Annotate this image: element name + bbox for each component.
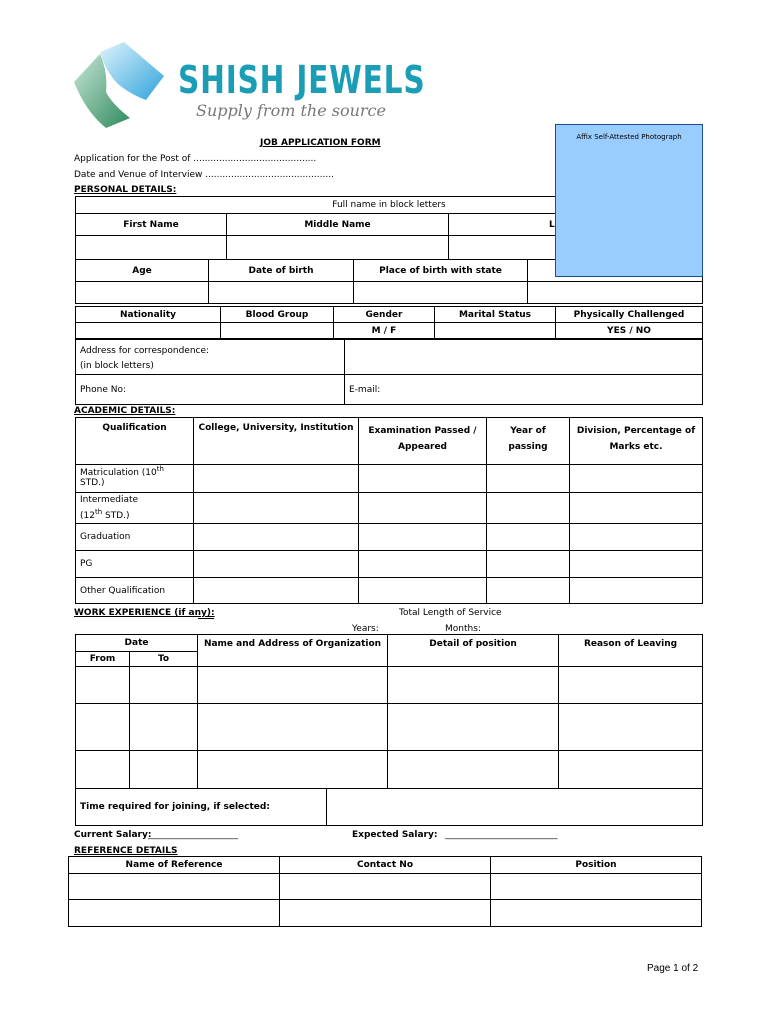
work1-to[interactable]: [130, 667, 198, 704]
current-salary-field[interactable]: ____________________: [148, 830, 238, 840]
joining-label: Time required for joining, if selected:: [76, 789, 327, 826]
fullname-label: Full name in block letters: [76, 197, 703, 214]
middle-name-field[interactable]: [227, 236, 449, 260]
other-college-field[interactable]: [194, 578, 359, 604]
work3-reason[interactable]: [559, 751, 703, 789]
ref1-name[interactable]: [69, 874, 280, 900]
dob-field[interactable]: [209, 282, 354, 304]
photo-label: Affix Self-Attested Photograph: [576, 133, 682, 141]
matric-year-field[interactable]: [487, 465, 570, 493]
dob-label: Date of birth: [209, 260, 354, 282]
work3-from[interactable]: [76, 751, 130, 789]
col-college: College, University, Institution: [194, 418, 359, 465]
pg-division-field[interactable]: [570, 551, 703, 578]
reference-heading: REFERENCE DETAILS: [74, 846, 178, 856]
work2-org[interactable]: [198, 704, 388, 751]
pob-label: Place of birth with state: [354, 260, 528, 282]
inter-year-field[interactable]: [487, 493, 570, 524]
post-line[interactable]: Application for the Post of ...........................................: [74, 154, 317, 164]
row-matric-end: STD.): [80, 478, 105, 488]
other-exam-field[interactable]: [359, 578, 487, 604]
work2-position[interactable]: [388, 704, 559, 751]
first-name-label: First Name: [76, 214, 227, 236]
academic-heading: ACADEMIC DETAILS:: [74, 406, 176, 416]
work3-to[interactable]: [130, 751, 198, 789]
email-label[interactable]: E-mail:: [345, 375, 703, 405]
row-pg: PG: [76, 551, 194, 578]
physically-challenged-options[interactable]: YES / NO: [556, 323, 703, 339]
row-matriculation: [76, 465, 194, 493]
inter-exam-field[interactable]: [359, 493, 487, 524]
col-year-line2: passing: [508, 442, 548, 452]
expected-salary-label: Expected Salary:: [352, 830, 438, 840]
gender-options[interactable]: M / F: [334, 323, 435, 339]
identity-table: [75, 306, 703, 339]
work2-to[interactable]: [130, 704, 198, 751]
col-position: Detail of position: [388, 635, 559, 667]
other-division-field[interactable]: [570, 578, 703, 604]
photo-box[interactable]: [555, 124, 703, 277]
brand-tagline: Supply from the source: [196, 101, 386, 120]
col-exam: [359, 418, 487, 465]
work1-from[interactable]: [76, 667, 130, 704]
row-inter-line2: [80, 506, 189, 522]
grad-year-field[interactable]: [487, 524, 570, 551]
row-matric-sup: th: [156, 465, 164, 473]
work1-position[interactable]: [388, 667, 559, 704]
physically-challenged-label: Physically Challenged: [556, 307, 703, 323]
phone-label[interactable]: Phone No:: [76, 375, 345, 405]
col-ref-position: Position: [491, 857, 702, 874]
gender-label: Gender: [334, 307, 435, 323]
other-year-field[interactable]: [487, 578, 570, 604]
col-division: [570, 418, 703, 465]
personal-heading: PERSONAL DETAILS:: [74, 185, 177, 195]
grad-exam-field[interactable]: [359, 524, 487, 551]
address-field[interactable]: [345, 340, 703, 375]
address-sublabel: (in block letters): [80, 361, 154, 371]
nationality-label: Nationality: [76, 307, 221, 323]
inter-division-field[interactable]: [570, 493, 703, 524]
address-label: Address for correspondence:: [80, 346, 210, 356]
work2-from[interactable]: [76, 704, 130, 751]
reference-table: [68, 856, 702, 927]
contact-table: [75, 339, 703, 405]
ref2-position[interactable]: [491, 900, 702, 927]
col-qualification: Qualification: [76, 418, 194, 465]
logo-mark-icon: [72, 42, 172, 130]
work-heading-underline: [198, 618, 214, 619]
matric-exam-field[interactable]: [359, 465, 487, 493]
col-to: To: [130, 652, 198, 667]
col-division-line1: Division, Percentage of: [576, 426, 696, 436]
venue-line[interactable]: Date and Venue of Interview .............................................: [74, 170, 334, 180]
age-field[interactable]: [76, 282, 209, 304]
work2-reason[interactable]: [559, 704, 703, 751]
row-graduation: Graduation: [76, 524, 194, 551]
col-ref-contact: Contact No: [280, 857, 491, 874]
total-length-label: Total Length of Service: [399, 608, 502, 618]
joining-field[interactable]: [327, 789, 703, 826]
current-salary-label: Current Salary:: [74, 830, 152, 840]
pg-college-field[interactable]: [194, 551, 359, 578]
blood-group-field[interactable]: [221, 323, 334, 339]
work-table: [75, 634, 703, 789]
row-matric-text: Matriculation (10: [80, 468, 157, 478]
years-label[interactable]: Years:: [352, 624, 379, 634]
brand-name: SHISH JEWELS: [178, 58, 426, 102]
nationality-field[interactable]: [76, 323, 221, 339]
blood-group-label: Blood Group: [221, 307, 334, 323]
last-name-label: L: [449, 214, 703, 236]
work1-reason[interactable]: [559, 667, 703, 704]
pg-year-field[interactable]: [487, 551, 570, 578]
company-logo: [72, 42, 172, 130]
ref1-position[interactable]: [491, 874, 702, 900]
age-label: Age: [76, 260, 209, 282]
marital-status-label: Marital Status: [435, 307, 556, 323]
form-title: JOB APPLICATION FORM: [260, 138, 381, 148]
row-inter-2: (12: [80, 511, 95, 521]
birth-extra-field[interactable]: [528, 282, 703, 304]
pob-field[interactable]: [354, 282, 528, 304]
first-name-field[interactable]: [76, 236, 227, 260]
ref2-contact[interactable]: [280, 900, 491, 927]
col-exam-line1: Examination Passed /: [368, 426, 477, 436]
row-intermediate: [76, 493, 194, 524]
academic-table: [75, 417, 703, 604]
middle-name-label: Middle Name: [227, 214, 449, 236]
col-year-line1: Year of: [510, 426, 546, 436]
ref1-contact[interactable]: [280, 874, 491, 900]
col-org: Name and Address of Organization: [198, 635, 388, 667]
col-division-line2: Marks etc.: [609, 442, 663, 452]
row-inter-sup: th: [94, 508, 103, 516]
matric-college-field[interactable]: [194, 465, 359, 493]
col-ref-name: Name of Reference: [69, 857, 280, 874]
grad-division-field[interactable]: [570, 524, 703, 551]
inter-college-field[interactable]: [194, 493, 359, 524]
pg-exam-field[interactable]: [359, 551, 487, 578]
marital-status-field[interactable]: [435, 323, 556, 339]
col-exam-line2: Appeared: [397, 442, 447, 452]
matric-division-field[interactable]: [570, 465, 703, 493]
ref2-name[interactable]: [69, 900, 280, 927]
row-other: Other Qualification: [76, 578, 194, 604]
page-number: Page 1 of 2: [647, 963, 699, 974]
address-label-cell: [76, 340, 345, 375]
work-heading: WORK EXPERIENCE (if any):: [74, 608, 215, 618]
work1-org[interactable]: [198, 667, 388, 704]
joining-table: [75, 788, 703, 826]
work3-position[interactable]: [388, 751, 559, 789]
col-year: [487, 418, 570, 465]
col-reason: Reason of Leaving: [559, 635, 703, 667]
col-date: Date: [76, 635, 198, 652]
grad-college-field[interactable]: [194, 524, 359, 551]
months-label[interactable]: Months:: [445, 624, 481, 634]
col-from: From: [76, 652, 130, 667]
work3-org[interactable]: [198, 751, 388, 789]
row-inter-text: Intermediate: [80, 495, 139, 505]
row-inter-end: STD.): [102, 511, 130, 521]
expected-salary-field[interactable]: _________________________: [445, 830, 558, 840]
